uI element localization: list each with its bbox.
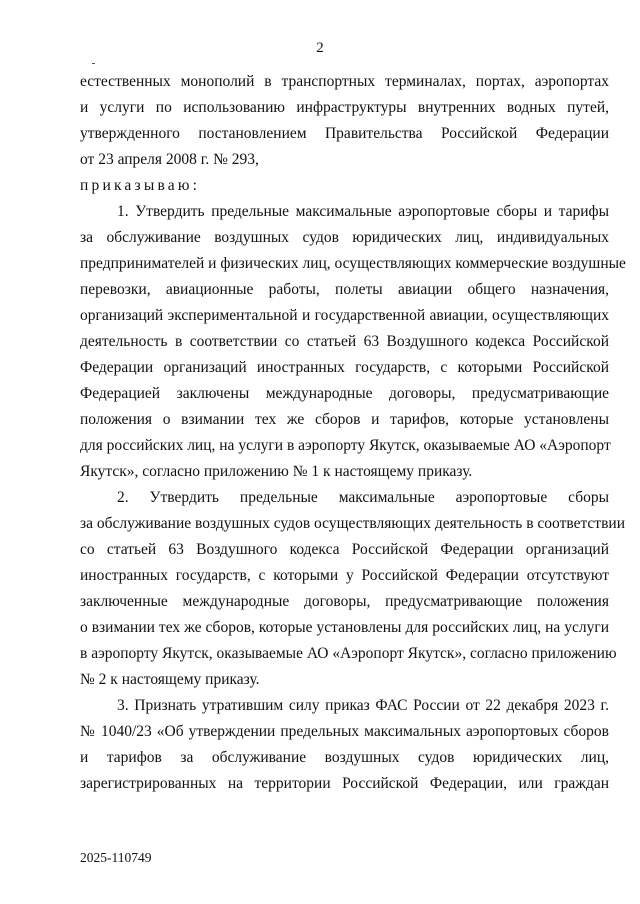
paragraph-2-line: 2. Утвердить предельные максимальные аэропортовые сборы — [117, 489, 609, 506]
paragraph-2-line: за обслуживание воздушных судов осуществляющих деятельность в соответствии — [80, 515, 625, 532]
paragraph-3-line: зарегистрированных на территории Российской Федерации, или граждан — [80, 775, 609, 792]
paragraph-1-line: организаций экспериментальной и государственной авиации, осуществляющих — [80, 307, 609, 324]
paragraph-1-line: предпринимателей и физических лиц, осуществляющих коммерческие воздушные — [80, 255, 626, 272]
order-keyword: приказываю: — [80, 177, 201, 194]
paragraph-2-line: иностранных государств, с которыми у Российской Федерации отсутствуют — [80, 567, 609, 584]
paragraph-2-line: заключенные международные договоры, предусматривающие положения — [80, 593, 609, 610]
paragraph-1-line: 1. Утвердить предельные максимальные аэропортовые сборы и тарифы — [117, 203, 609, 220]
paragraph-1-line: перевозки, авиационные работы, полеты авиации общего назначения, — [80, 281, 609, 298]
text-line: утвержденного постановлением Правительства Российской Федерации — [80, 125, 609, 142]
paragraph-1-line: за обслуживание воздушных судов юридических лиц, индивидуальных — [80, 229, 609, 246]
text-line: от 23 апреля 2008 г. № 293, — [80, 151, 259, 168]
paragraph-2-line: со статьей 63 Воздушного кодекса Российской Федерации организаций — [80, 541, 609, 558]
paragraph-1-line: Федерацией заключены международные договоры, предусматривающие — [80, 385, 609, 402]
paragraph-1-line: Якутск», согласно приложению № 1 к настоящему приказу. — [80, 463, 473, 480]
paragraph-1-line: для российских лиц, на услуги в аэропорту Якутск, оказываемые АО «Аэропорт — [80, 437, 611, 454]
paragraph-2-line: о взимании тех же сборов, которые установлены для российских лиц, на услуги — [80, 619, 609, 636]
paragraph-1-line: деятельность в соответствии со статьей 63 Воздушного кодекса Российской — [80, 333, 609, 350]
paragraph-3-line: 3. Признать утратившим силу приказ ФАС России от 22 декабря 2023 г. — [117, 697, 609, 714]
paragraph-1-line: Федерации организаций иностранных государств, с которыми Российской — [80, 359, 609, 376]
text-line: естественных монополий в транспортных терминалах, портах, аэропортах — [80, 73, 609, 90]
document-code: 2025-110749 — [80, 850, 152, 865]
page-number: 2 — [316, 40, 324, 56]
text-line: и услуги по использованию инфраструктуры внутренних водных путей, — [80, 99, 609, 116]
scan-speck — [92, 63, 95, 64]
paragraph-1-line: положения о взимании тех же сборов и тарифов, которые установлены — [80, 411, 609, 428]
paragraph-3-line: № 1040/23 «Об утверждении предельных максимальных аэропортовых сборов — [80, 723, 609, 740]
paragraph-2-line: № 2 к настоящему приказу. — [80, 671, 260, 688]
paragraph-2-line: в аэропорту Якутск, оказываемые АО «Аэропорт Якутск», согласно приложению — [80, 645, 617, 662]
paragraph-3-line: и тарифов за обслуживание воздушных судов юридических лиц, — [80, 749, 609, 766]
